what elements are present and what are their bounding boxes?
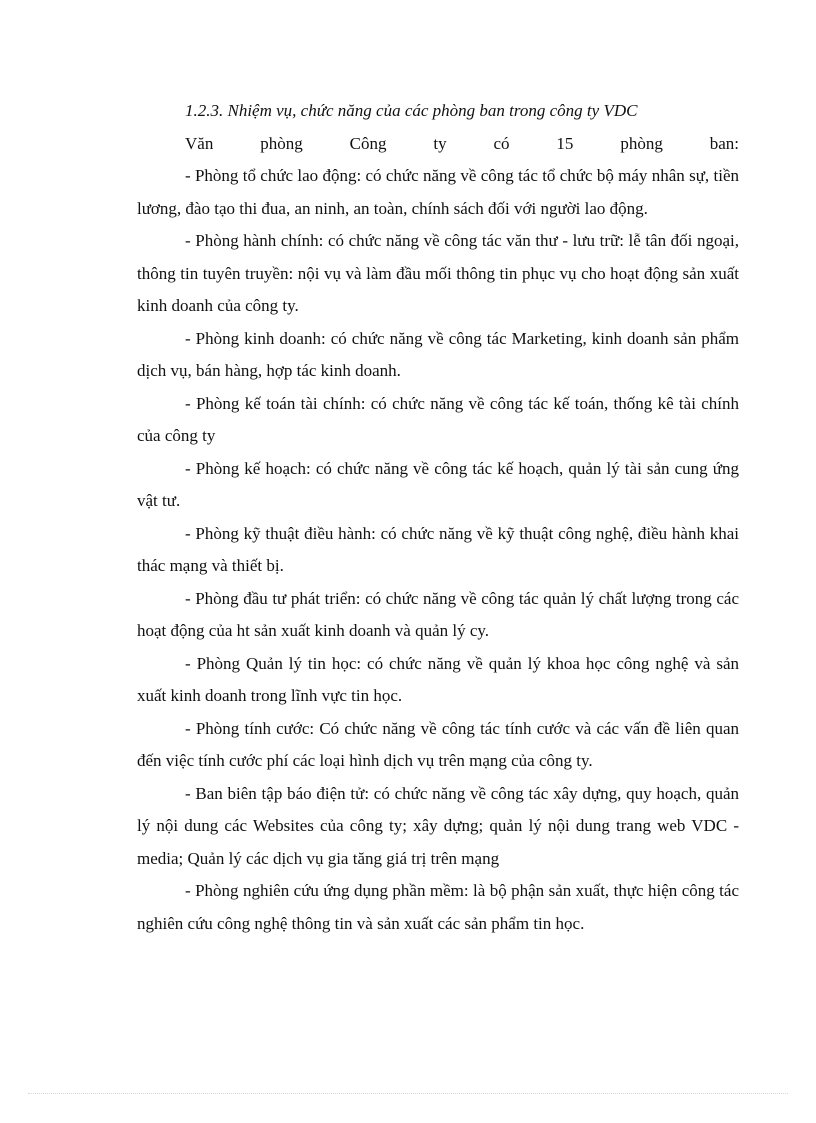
paragraph-kinh-doanh: - Phòng kinh doanh: có chức năng về công tác Marketing, kinh doanh sản phẩm dịch vụ, bán hàng, hợp tác kinh doanh.: [137, 328, 739, 380]
paragraph-hanh-chinh: - Phòng hành chính: có chức năng về công tác văn thư - lưu trữ: lễ tân đối ngoại, thông tin tuyên truyền: nội vụ và làm đầu mối thông tin phục vụ cho hoạt động sản xuất kinh doanh của công ty.: [137, 231, 739, 315]
paragraph-ke-hoach: - Phòng kế hoạch: có chức năng về công tác kế hoạch, quản lý tài sản cung ứng vật tư.: [137, 458, 739, 510]
paragraph-ung-dung-phan-mem: - Phòng nghiên cứu ứng dụng phần mềm: là bộ phận sản xuất, thực hiện công tác nghiên cứu công nghệ thông tin và sản xuất các sản phẩm tin học.: [137, 881, 739, 933]
paragraph-ke-toan-tai-chinh: - Phòng kế toán tài chính: có chức năng về công tác kế toán, thống kê tài chính của công ty: [137, 393, 739, 445]
footer-divider: [28, 1093, 788, 1094]
intro-line: Văn phòng Công ty có 15 phòng ban:: [185, 133, 739, 153]
section-heading: 1.2.3. Nhiệm vụ, chức năng của các phòng ban trong công ty VDC: [185, 101, 638, 120]
paragraph-ky-thuat-dieu-hanh: - Phòng kỹ thuật điều hành: có chức năng về kỹ thuật công nghệ, điều hành khai thác mạng và thiết bị.: [137, 523, 739, 575]
paragraph-quan-ly-tin-hoc: - Phòng Quản lý tin học: có chức năng về quản lý khoa học công nghệ và sản xuất kinh doanh trong lĩnh vực tin học.: [137, 653, 739, 705]
paragraph-to-chuc-lao-dong: - Phòng tổ chức lao động: có chức năng về công tác tổ chức bộ máy nhân sự, tiền lương, đào tạo thi đua, an ninh, an toàn, chính sách đối với người lao động.: [137, 166, 739, 218]
paragraph-tinh-cuoc: - Phòng tính cước: Có chức năng về công tác tính cước và các vấn đề liên quan đến việc tính cước phí các loại hình dịch vụ trên mạng của công ty.: [137, 718, 739, 770]
paragraph-bao-dien-tu: - Ban biên tập báo điện tử: có chức năng về công tác xây dựng, quy hoạch, quản lý nội dung các Websites của công ty; xây dựng; quản lý nội dung trang web VDC - media; Quản lý các dịch vụ gia tăng giá trị trên mạng: [137, 783, 739, 868]
document-body: [137, 95, 739, 940]
paragraph-dau-tu-phat-trien: - Phòng đầu tư phát triển: có chức năng về công tác quản lý chất lượng trong các hoạt động của ht sản xuất kinh doanh và quản lý cy.: [137, 588, 739, 640]
